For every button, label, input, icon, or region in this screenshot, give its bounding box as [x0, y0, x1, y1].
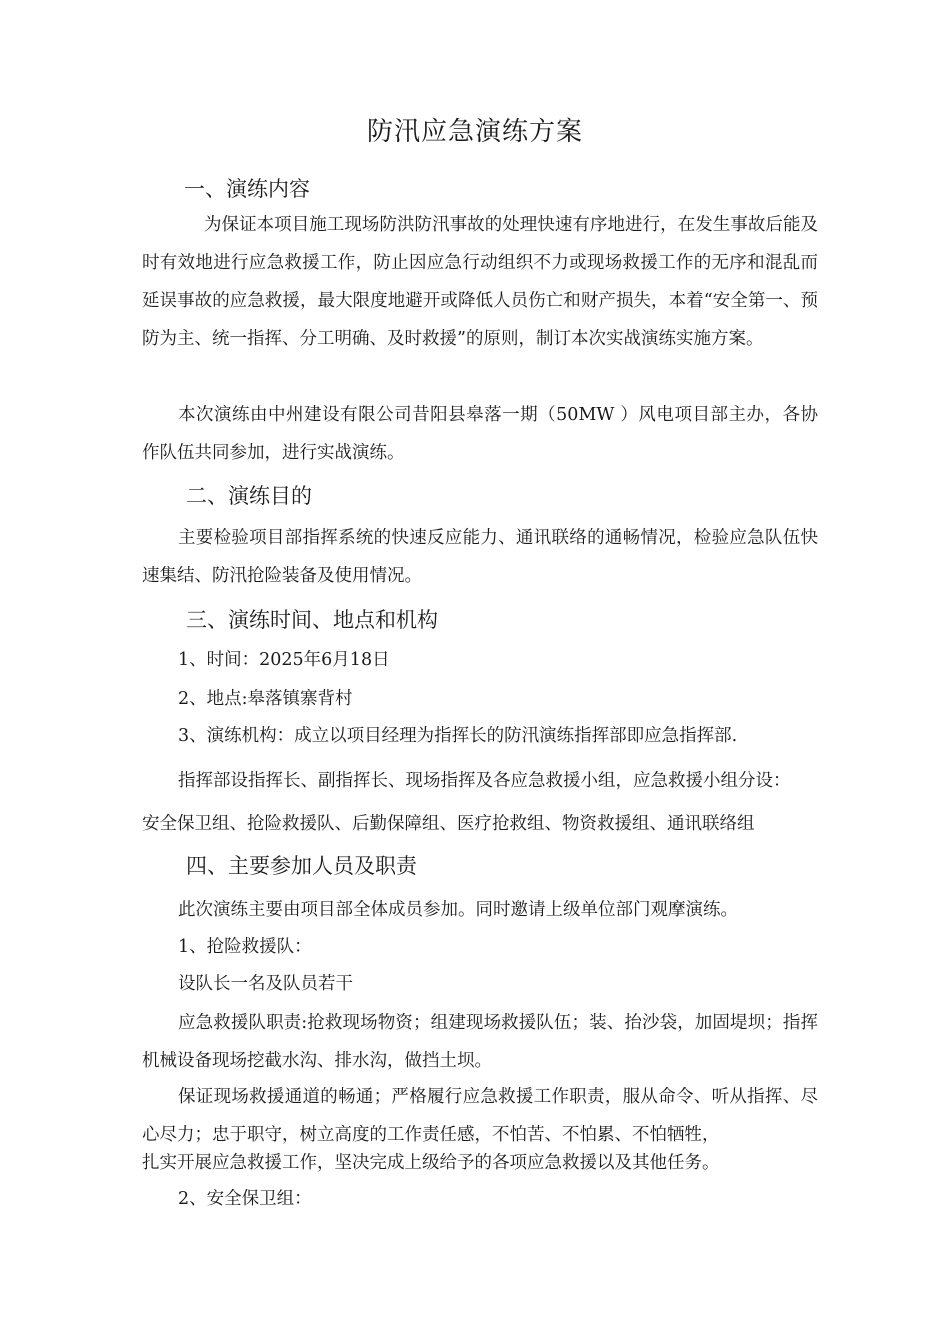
section-2-paragraph-1: 主要检验项目部指挥系统的快速反应能力、通讯联络的通畅情况，检验应急队伍快速集结、防汛抢险装备及使用情况。 [142, 528, 818, 586]
rescue-team-composition: 设队长一名及队员若干 [178, 974, 353, 994]
time-item: 1、时间：2025年6月18日 [178, 650, 390, 670]
section-1-paragraph-1: 为保证本项目施工现场防洪防汛事故的处理快速有序地进行，在发生事故后能及时有效地进行应急救援工作，防止因应急行动组织不力或现场救援工作的无序和混乱而延误事故的应急救援，最大限度地避开或降低人员伤亡和财产损失，本着“安全第一、预防为主、统一指挥、分工明确、及时救援”的原则，制订本次实战演练实施方案。 [142, 215, 818, 349]
place-item: 2、地点:皋落镇寨背村 [178, 689, 353, 709]
section-heading-personnel: 四、主要参加人员及职责 [186, 854, 417, 878]
organization-item: 3、演练机构：成立以项目经理为指挥长的防汛演练指挥部即应急指挥部. [178, 726, 738, 746]
section-1-paragraph-2: 本次演练由中州建设有限公司昔阳县皋落一期（50MW ）风电项目部主办，各协作队伍共同参加，进行实战演练。 [142, 405, 818, 463]
page-title: 防汛应急演练方案 [366, 117, 583, 147]
rescue-team-requirements: 保证现场救援通道的畅通；严格履行应急救援工作职责，服从命令、听从指挥、尽心尽力；忠于职守，树立高度的工作责任感，不怕苦、不怕累、不怕牺牲， [142, 1087, 818, 1145]
rescue-team-duties: 应急救援队职责:抢救现场物资；组建现场救援队伍；装、抬沙袋，加固堤坝；指挥机械设备现场挖截水沟、排水沟，做挡土坝。 [142, 1013, 818, 1071]
section-heading-content: 一、演练内容 [184, 177, 310, 201]
rescue-team-requirements-end: 扎实开展应急救援工作，坚决完成上级给予的各项应急救援以及其他任务。 [142, 1153, 720, 1173]
security-group-item: 2、安全保卫组： [178, 1189, 312, 1209]
command-structure-line: 指挥部设指挥长、副指挥长、现场指挥及各应急救援小组，应急救援小组分设： [178, 771, 791, 791]
section-4-intro: 此次演练主要由项目部全体成员参加。同时邀请上级单位部门观摩演练。 [178, 900, 738, 920]
section-heading-time-place: 三、演练时间、地点和机构 [186, 608, 438, 632]
rescue-groups-line: 安全保卫组、抢险救援队、后勤保障组、医疗抢救组、物资救援组、通讯联络组 [142, 814, 755, 834]
section-heading-purpose: 二、演练目的 [186, 484, 312, 508]
rescue-team-item: 1、抢险救援队： [178, 937, 312, 957]
